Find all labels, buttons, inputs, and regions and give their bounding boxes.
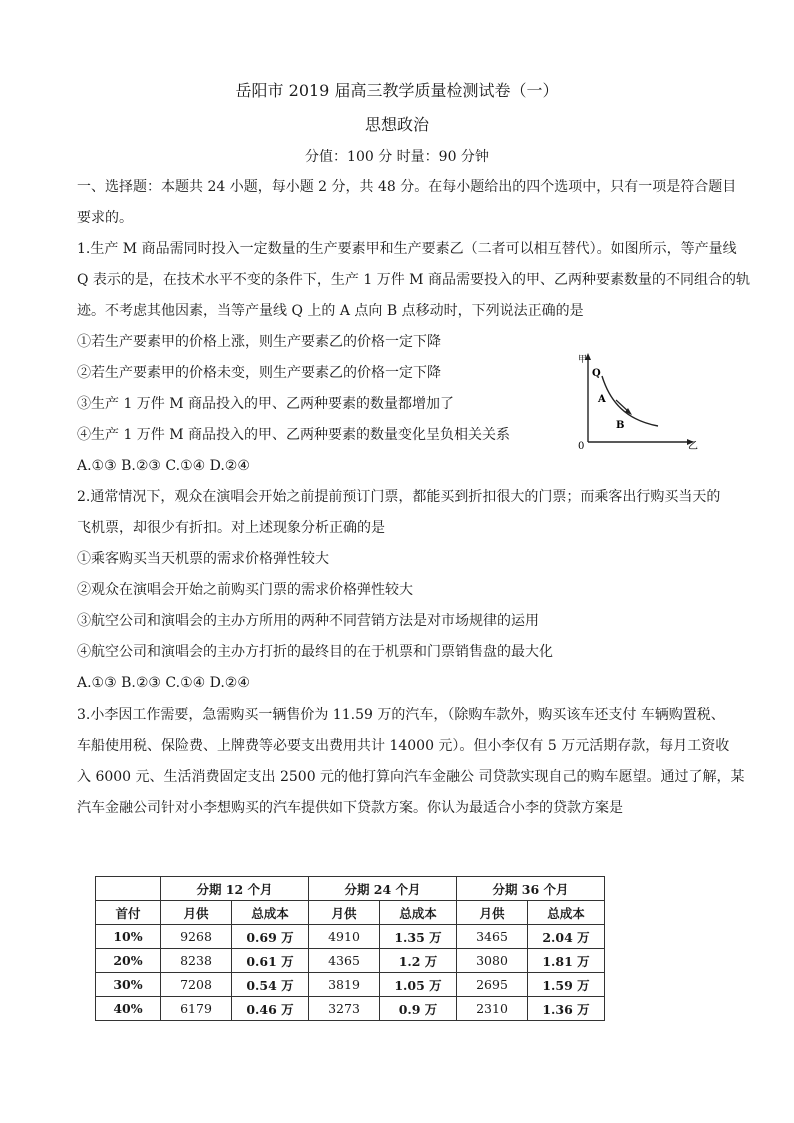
table-cell: 2.04 万 xyxy=(528,925,605,949)
table-cell: 1.81 万 xyxy=(528,949,605,973)
question-text: 3.小李因工作需要，急需购买一辆售价为 11.59 万的汽车，（除购车款外，购买该车还支付 车辆购置税、 xyxy=(77,707,725,723)
option-statement: ④航空公司和演唱会的主办方打折的最终目的在于机票和门票销售盘的最大化 xyxy=(77,644,553,660)
isoquant-graph xyxy=(560,350,700,452)
table-cell: 3465 xyxy=(457,925,528,949)
question-2 xyxy=(77,482,727,699)
x-axis-label: 乙 xyxy=(688,441,698,452)
option-statement: ①若生产要素甲的价格上涨，则生产要素乙的价格一定下降 xyxy=(77,334,441,350)
col-header-monthly: 月供 xyxy=(457,901,528,925)
table-cell: 9268 xyxy=(161,925,232,949)
isoquant-curve xyxy=(602,376,658,426)
table-cell: 0.9 万 xyxy=(380,997,457,1021)
table-cell: 1.05 万 xyxy=(380,973,457,997)
question-text: 飞机票，却很少有折扣。对上述现象分析正确的是 xyxy=(77,520,385,536)
option-statement: ③航空公司和演唱会的主办方所用的两种不同营销方法是对市场规律的运用 xyxy=(77,613,539,629)
table-cell: 4910 xyxy=(309,925,380,949)
point-a-label: A xyxy=(598,394,606,405)
exam-title: 岳阳市 2019 届高三教学质量检测试卷（一） xyxy=(235,81,559,100)
table-cell: 1.59 万 xyxy=(528,973,605,997)
option-statement: ④生产 1 万件 M 商品投入的甲、乙两种要素的数量变化呈负相关关系 xyxy=(77,427,511,443)
y-axis-label: 甲 xyxy=(578,355,588,365)
section-line: 一、选择题：本题共 24 小题，每小题 2 分，共 48 分。在每小题给出的四个选项中，只有一项是符合题目 xyxy=(77,179,737,195)
table-cell: 2695 xyxy=(457,973,528,997)
table-cell: 6179 xyxy=(161,997,232,1021)
group-header-24: 分期 24 个月 xyxy=(309,877,457,901)
col-header-total: 总成本 xyxy=(232,901,309,925)
table-cell: 0.54 万 xyxy=(232,973,309,997)
exam-subject: 思想政治 xyxy=(364,115,429,134)
table-cell: 0.69 万 xyxy=(232,925,309,949)
section-instructions xyxy=(77,172,737,234)
question-3 xyxy=(77,700,745,824)
table-cell: 3819 xyxy=(309,973,380,997)
question-text: 2.通常情况下，观众在演唱会开始之前提前预订门票，都能买到折扣很大的门票；而乘客出行购买当天的 xyxy=(77,489,721,505)
table-cell: 20% xyxy=(96,949,161,973)
table-subheader-row xyxy=(96,901,605,925)
question-text: 汽车金融公司针对小李想购买的汽车提供如下贷款方案。你认为最适合小李的贷款方案是 xyxy=(77,800,623,816)
option-statement: ②若生产要素甲的价格未变，则生产要素乙的价格一定下降 xyxy=(77,365,441,381)
option-statement: ③生产 1 万件 M 商品投入的甲、乙两种要素的数量都增加了 xyxy=(77,396,455,412)
table-row xyxy=(96,925,605,949)
loan-plan-table xyxy=(95,876,605,1021)
origin-label: 0 xyxy=(578,441,585,452)
table-cell: 7208 xyxy=(161,973,232,997)
table-corner-cell xyxy=(96,877,161,901)
group-header-36: 分期 36 个月 xyxy=(457,877,605,901)
table-cell: 10% xyxy=(96,925,161,949)
question-text: 迹。不考虑其他因素，当等产量线 Q 上的 A 点向 B 点移动时，下列说法正确的是 xyxy=(77,303,584,319)
answer-choices: A.①③ B.②③ C.①④ D.②④ xyxy=(77,675,250,691)
question-text: 车船使用税、保险费、上牌费等必要支出费用共计 14000 元）。但小李仅有 5 万元活期存款，每月工资收 xyxy=(77,738,730,754)
col-header-total: 总成本 xyxy=(380,901,457,925)
table-cell: 2310 xyxy=(457,997,528,1021)
question-text: Q 表示的是，在技术水平不变的条件下，生产 1 万件 M 商品需要投入的甲、乙两种要素数量的不同组合的轨 xyxy=(77,272,750,288)
curve-label: Q xyxy=(592,368,601,379)
option-statement: ①乘客购买当天机票的需求价格弹性较大 xyxy=(77,551,329,567)
col-header-monthly: 月供 xyxy=(309,901,380,925)
table-cell: 1.35 万 xyxy=(380,925,457,949)
question-text: 1.生产 M 商品需同时投入一定数量的生产要素甲和生产要素乙（二者可以相互替代）。如图所示，等产量线 xyxy=(77,241,737,257)
table-cell: 4365 xyxy=(309,949,380,973)
answer-choices: A.①③ B.②③ C.①④ D.②④ xyxy=(77,458,250,474)
table-cell: 1.2 万 xyxy=(380,949,457,973)
group-header-12: 分期 12 个月 xyxy=(161,877,309,901)
table-row xyxy=(96,973,605,997)
question-text: 入 6000 元、生活消费固定支出 2500 元的他打算向汽车金融公 司贷款实现自己的购车愿望。通过了解，某 xyxy=(77,769,745,785)
table-cell: 0.46 万 xyxy=(232,997,309,1021)
col-header-monthly: 月供 xyxy=(161,901,232,925)
table-header-row xyxy=(96,877,605,901)
table-cell: 3273 xyxy=(309,997,380,1021)
score-time: 分值：100 分 时量：90 分钟 xyxy=(305,149,489,165)
option-statement: ②观众在演唱会开始之前购买门票的需求价格弹性较大 xyxy=(77,582,413,598)
section-line: 要求的。 xyxy=(77,210,133,226)
point-b-label: B xyxy=(616,420,625,431)
table-cell: 0.61 万 xyxy=(232,949,309,973)
table-cell: 8238 xyxy=(161,949,232,973)
col-header-total: 总成本 xyxy=(528,901,605,925)
table-cell: 1.36 万 xyxy=(528,997,605,1021)
table-cell: 3080 xyxy=(457,949,528,973)
table-row xyxy=(96,997,605,1021)
table-cell: 40% xyxy=(96,997,161,1021)
table-row xyxy=(96,949,605,973)
table-cell: 30% xyxy=(96,973,161,997)
col-header-first-payment: 首付 xyxy=(96,901,161,925)
